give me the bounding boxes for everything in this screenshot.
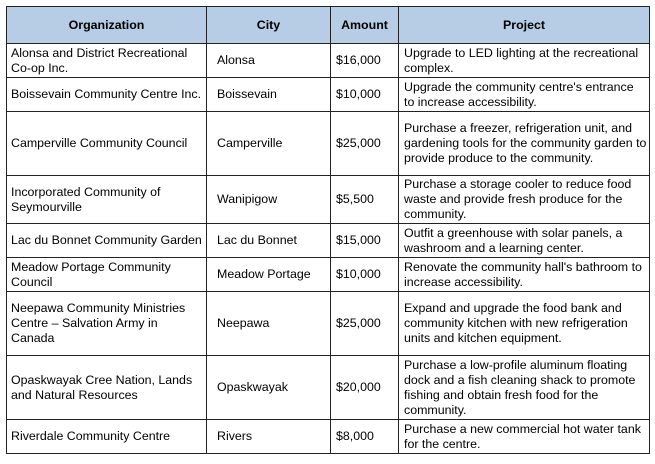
cell-organization: Incorporated Community of Seymourville: [7, 176, 207, 224]
cell-amount: $16,000: [331, 44, 399, 78]
cell-project: Renovate the community hall's bathroom to increase accessibility.: [399, 258, 650, 292]
cell-city: Rivers: [207, 420, 331, 454]
cell-organization: Meadow Portage Community Council: [7, 258, 207, 292]
cell-city: Wanipigow: [207, 176, 331, 224]
cell-project: Purchase a storage cooler to reduce food waste and provide fresh produce for the community.: [399, 176, 650, 224]
table-row: [7, 224, 650, 258]
header-project: Project: [399, 7, 650, 44]
table-row: [7, 176, 650, 224]
cell-project: Purchase a freezer, refrigeration unit, and gardening tools for the community garden to provide produce to the community.: [399, 112, 650, 176]
header-city: City: [207, 7, 331, 44]
cell-city: Alonsa: [207, 44, 331, 78]
cell-project: Purchase a new commercial hot water tank for the centre.: [399, 420, 650, 454]
cell-project: Upgrade the community centre's entrance to increase accessibility.: [399, 78, 650, 112]
cell-project: Outfit a greenhouse with solar panels, a washroom and a learning center.: [399, 224, 650, 258]
cell-amount: $15,000: [331, 224, 399, 258]
cell-city: Camperville: [207, 112, 331, 176]
cell-city: Lac du Bonnet: [207, 224, 331, 258]
cell-organization: Lac du Bonnet Community Garden: [7, 224, 207, 258]
cell-project: Expand and upgrade the food bank and community kitchen with new refrigeration units and kitchen equipment.: [399, 292, 650, 356]
cell-amount: $25,000: [331, 112, 399, 176]
grants-table: [6, 6, 650, 454]
table-body: [7, 44, 650, 454]
cell-city: Meadow Portage: [207, 258, 331, 292]
cell-organization: Neepawa Community Ministries Centre – Salvation Army in Canada: [7, 292, 207, 356]
cell-amount: $8,000: [331, 420, 399, 454]
header-row: [7, 7, 650, 44]
header-amount: Amount: [331, 7, 399, 44]
table-row: [7, 258, 650, 292]
table-row: [7, 420, 650, 454]
cell-organization: Camperville Community Council: [7, 112, 207, 176]
cell-amount: $10,000: [331, 258, 399, 292]
table-row: [7, 78, 650, 112]
table-header: [7, 7, 650, 44]
cell-organization: Riverdale Community Centre: [7, 420, 207, 454]
cell-project: Upgrade to LED lighting at the recreational complex.: [399, 44, 650, 78]
cell-amount: $20,000: [331, 356, 399, 420]
cell-city: Boissevain: [207, 78, 331, 112]
cell-project: Purchase a low-profile aluminum floating dock and a fish cleaning shack to promote fishing and obtain fresh food for the community.: [399, 356, 650, 420]
header-organization: Organization: [7, 7, 207, 44]
cell-organization: Boissevain Community Centre Inc.: [7, 78, 207, 112]
cell-organization: Opaskwayak Cree Nation, Lands and Natural Resources: [7, 356, 207, 420]
cell-city: Opaskwayak: [207, 356, 331, 420]
cell-city: Neepawa: [207, 292, 331, 356]
cell-organization: Alonsa and District Recreational Co-op Inc.: [7, 44, 207, 78]
cell-amount: $10,000: [331, 78, 399, 112]
cell-amount: $5,500: [331, 176, 399, 224]
cell-amount: $25,000: [331, 292, 399, 356]
table-row: [7, 112, 650, 176]
table-row: [7, 356, 650, 420]
table-row: [7, 44, 650, 78]
table-row: [7, 292, 650, 356]
